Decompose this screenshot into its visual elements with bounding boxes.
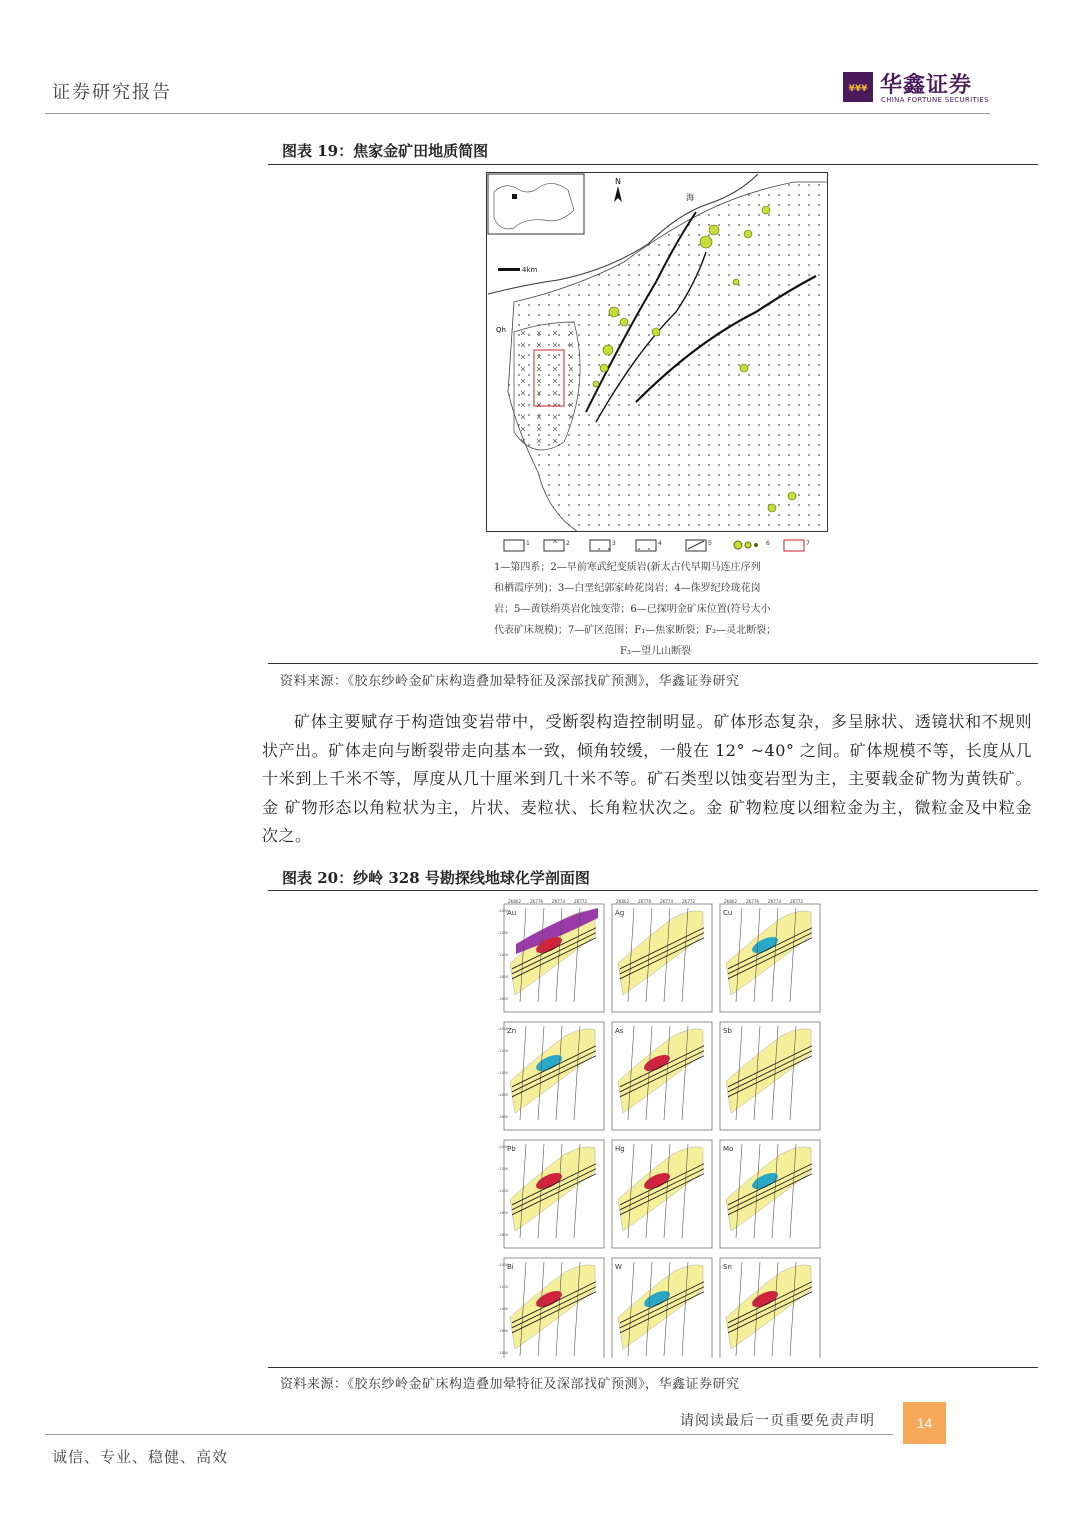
element-label: Pb xyxy=(507,1145,516,1153)
legend-num-1: 1 xyxy=(526,540,530,547)
profile-panel-zn xyxy=(498,1022,604,1130)
profile-panel-bi xyxy=(498,1258,604,1358)
drillhole-label: ZK776 xyxy=(530,899,543,904)
element-label: Ag xyxy=(615,909,625,917)
figure20-source: 资料来源：《胶东纱岭金矿床构造叠加晕特征及深部找矿预测》，华鑫证券研究 xyxy=(280,1377,740,1392)
profile-panel-ag xyxy=(612,899,712,1012)
legend-num-7: 7 xyxy=(806,540,810,547)
footer-divider xyxy=(45,1434,893,1435)
svg-text:¥¥¥: ¥¥¥ xyxy=(848,84,868,94)
profile-panel-as xyxy=(612,1022,712,1130)
figure20-top-rule xyxy=(268,890,1038,891)
body-paragraph xyxy=(262,708,1032,851)
drillhole-label: ZK776 xyxy=(746,899,759,904)
depth-tick: -1600 xyxy=(498,1329,509,1333)
paragraph-text: 矿体主要赋存于构造蚀变岩带中，受断裂构造控制明显。矿体形态复杂，多呈脉状、透镜状和不规则状产出。矿体走向与断裂带走向基本一致，倾角较缓，一般在 12° ~40° 之间。矿体规模不等，长度从几十米到上千米不等，厚度从几十厘米到几十米不等。矿石类型以蚀变岩型为主，主要载金矿物为黄铁矿。金 矿物形态以角粒状为主，片状、麦粒状、长角粒状次之。金 矿物粒度以细粒金为主，微粒金及中粒金次之。 xyxy=(262,712,1032,845)
element-label: Zn xyxy=(507,1027,517,1035)
element-label: W xyxy=(615,1263,622,1271)
depth-tick: -1800 xyxy=(498,1233,509,1237)
depth-tick: -1400 xyxy=(498,1189,509,1193)
depth-tick: -1400 xyxy=(498,1071,509,1075)
geological-map xyxy=(486,172,828,532)
depth-tick: -1200 xyxy=(498,1285,509,1289)
map-legend xyxy=(486,536,828,554)
figure19-caption xyxy=(492,557,832,667)
profile-panel-sb xyxy=(720,1022,820,1130)
profile-panel-pb xyxy=(498,1140,604,1248)
element-label: Au xyxy=(507,909,517,917)
profile-panel-cu xyxy=(720,899,820,1012)
drillhole-label: ZK802 xyxy=(508,899,521,904)
depth-tick: -1600 xyxy=(498,1093,509,1097)
legend-num-5: 5 xyxy=(708,540,712,547)
logo-text-cn: 华鑫证券 xyxy=(880,73,973,98)
element-label: Sb xyxy=(723,1027,732,1035)
figure19-bottom-rule xyxy=(268,663,1038,664)
caption-line: 岩；5—黄铁绢英岩化蚀变带；6—已探明金矿床位置(符号大小 xyxy=(494,604,771,615)
depth-tick: -1200 xyxy=(498,1049,509,1053)
depth-tick: -1800 xyxy=(498,997,509,1001)
depth-tick: -1000 xyxy=(498,1263,509,1267)
element-label: As xyxy=(615,1027,624,1035)
logo-text-en: CHINA FORTUNE SECURITIES xyxy=(881,96,989,104)
depth-tick: -1200 xyxy=(498,1167,509,1171)
page-number: 14 xyxy=(903,1402,946,1444)
scale-label: 4km xyxy=(522,266,538,274)
profile-panel-hg xyxy=(612,1140,712,1248)
depth-tick: -1000 xyxy=(498,1145,509,1149)
drillhole-label: ZK772 xyxy=(790,899,803,904)
depth-tick: -1000 xyxy=(498,909,509,913)
drillhole-label: ZK774 xyxy=(552,899,565,904)
drillhole-label: ZK772 xyxy=(574,899,587,904)
figure20-title: 图表 20：纱岭 328 号勘探线地球化学剖面图 xyxy=(282,869,590,887)
drillhole-label: ZK772 xyxy=(682,899,695,904)
drillhole-label: ZK774 xyxy=(768,899,781,904)
depth-tick: -1600 xyxy=(498,975,509,979)
figure19-title: 图表 19：焦家金矿田地质简图 xyxy=(282,142,489,160)
legend-num-2: 2 xyxy=(566,540,570,547)
legend-num-3: 3 xyxy=(612,540,616,547)
legend-num-4: 4 xyxy=(658,540,662,547)
drillhole-label: ZK776 xyxy=(638,899,651,904)
disclaimer-note: 请阅读最后一页重要免责声明 xyxy=(680,1413,875,1429)
figure19-top-rule xyxy=(268,164,1038,165)
company-logo xyxy=(843,70,989,106)
legend-num-6: 6 xyxy=(766,540,770,547)
profile-panel-w xyxy=(612,1258,712,1358)
legend-symbols xyxy=(486,536,828,554)
profile-panel-sn xyxy=(720,1258,820,1358)
drillhole-label: ZK774 xyxy=(660,899,673,904)
element-label: Bi xyxy=(507,1263,514,1271)
depth-tick: -1400 xyxy=(498,953,509,957)
figure20-bottom-rule xyxy=(268,1367,1038,1368)
profile-panel-mo xyxy=(720,1140,820,1248)
report-type-label: 证券研究报告 xyxy=(52,82,172,103)
element-label: Hg xyxy=(615,1145,625,1153)
element-label: Mo xyxy=(723,1145,734,1153)
drillhole-label: ZK802 xyxy=(616,899,629,904)
depth-tick: -1800 xyxy=(498,1115,509,1119)
element-label: Sn xyxy=(723,1263,732,1271)
qh-label: Qh xyxy=(496,326,506,334)
depth-tick: -1400 xyxy=(498,1307,509,1311)
depth-tick: -1000 xyxy=(498,1027,509,1031)
geochemical-profile-panels xyxy=(496,896,822,1358)
caption-line: F₃—望儿山断裂 xyxy=(620,646,691,657)
depth-tick: -1200 xyxy=(498,931,509,935)
figure19-source: 资料来源：《胶东纱岭金矿床构造叠加晕特征及深部找矿预测》，华鑫证券研究 xyxy=(280,674,740,689)
company-motto: 诚信、专业、稳健、高效 xyxy=(52,1448,229,1466)
drillhole-label: ZK802 xyxy=(724,899,737,904)
north-label: N xyxy=(615,177,621,186)
caption-line: 1—第四系；2—早前寒武纪变质岩(新太古代早期马连庄序列 xyxy=(494,562,761,573)
logo-mark-icon xyxy=(843,72,873,102)
header-divider xyxy=(45,113,990,114)
depth-tick: -1800 xyxy=(498,1351,509,1355)
caption-line: 和栖霞序列)；3—白垩纪郭家岭花岗岩；4—侏罗纪玲珑花岗 xyxy=(494,583,761,594)
element-label: Cu xyxy=(723,909,733,917)
profile-panel-au xyxy=(498,899,604,1012)
sea-label: 海 xyxy=(686,193,694,202)
caption-line: 代表矿床规模)；7—矿区范围；F₁—焦家断裂；F₂—灵北断裂； xyxy=(494,625,777,636)
depth-tick: -1600 xyxy=(498,1211,509,1215)
